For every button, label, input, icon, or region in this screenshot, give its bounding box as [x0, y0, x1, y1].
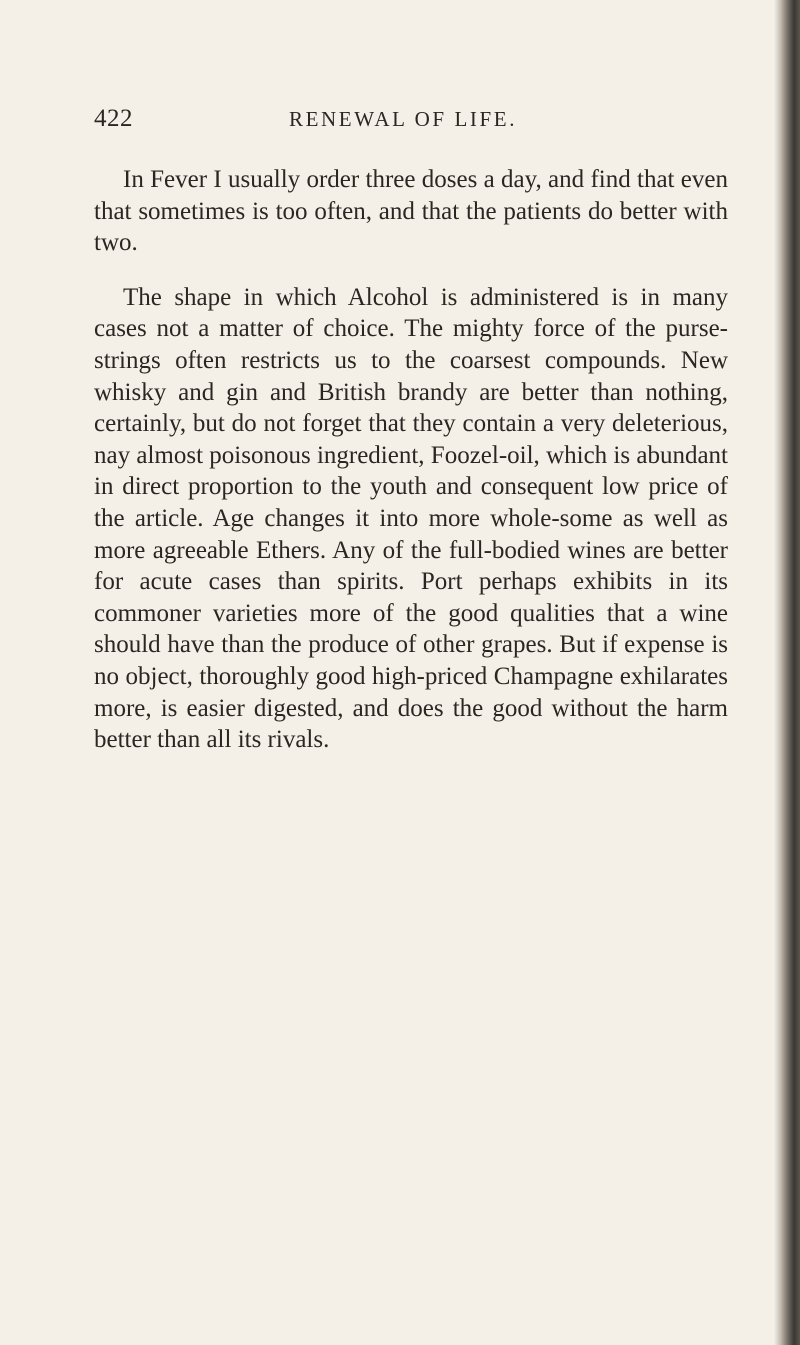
book-binding-edge	[780, 0, 800, 1345]
page-header	[94, 105, 728, 139]
body-text	[94, 164, 728, 756]
running-head: RENEWAL OF LIFE.	[289, 107, 518, 131]
page-number: 422	[94, 105, 133, 132]
paragraph-fever-doses: In Fever I usually order three doses a day, and find that even that sometimes is too often, and that the patients do better with two.	[94, 166, 728, 257]
paragraph-alcohol-forms: The shape in which Alcohol is administered is in many cases not a matter of choice. The mighty force of the purse-strings often restricts us to the coarsest compounds. New whisky and gin and British brandy are better than nothing, certainly, but do not forget that they contain a very deleterious, nay almost poisonous ingredient, Foozel-oil, which is abundant in direct proportion to the youth and consequent low price of the article. Age changes it into more whole-some as well as more agreeable Ethers. Any of the full-bodied wines are better for acute cases than spirits. Port perhaps exhibits in its commoner varieties more of the good qualities that a wine should have than the produce of other grapes. But if expense is no object, thoroughly good high-priced Champagne exhilarates more, is easier digested, and does the good without the harm better than all its rivals.	[94, 283, 728, 754]
